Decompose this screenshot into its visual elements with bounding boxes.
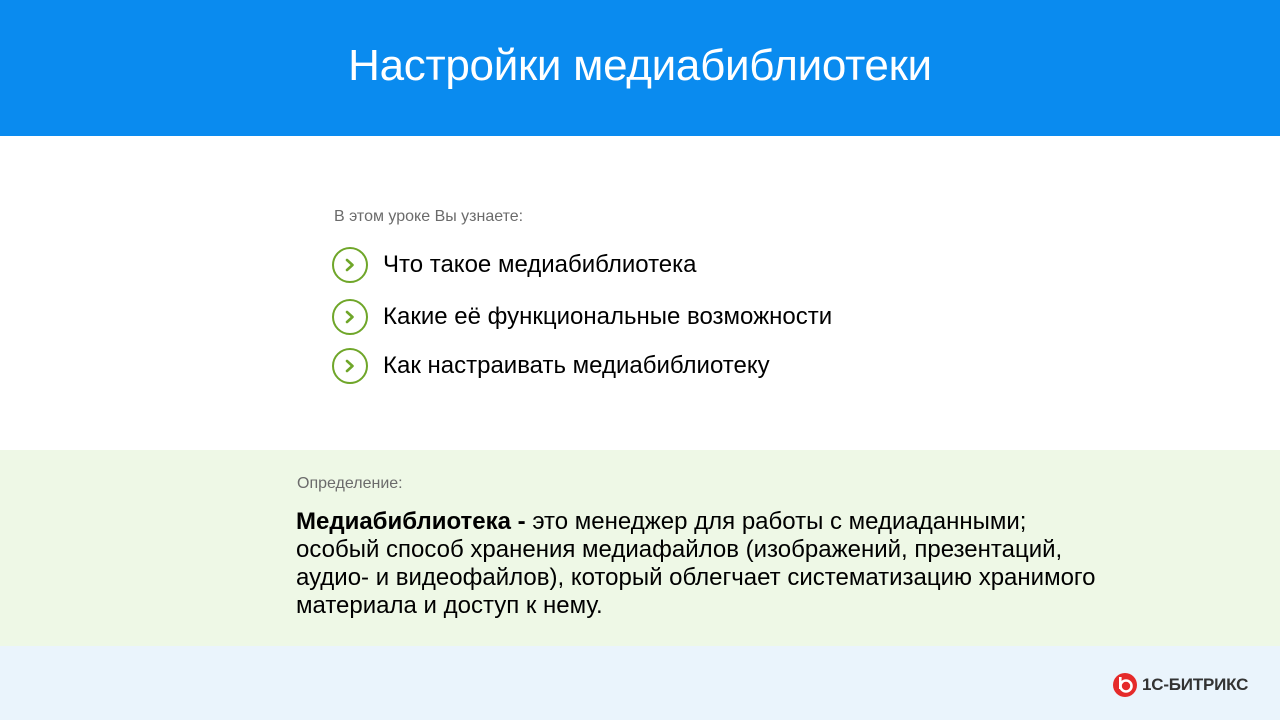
slide-footer [0,646,1280,720]
brand-name: 1С-БИТРИКС [1142,675,1249,694]
chevron-right-icon [332,348,368,384]
chevron-right-icon [332,247,368,283]
definition-panel [0,450,1280,646]
goal-text: Что такое медиабиблиотека [383,251,697,278]
definition-term: Медиабиблиотека - [296,508,526,535]
bitrix-logo-icon [1112,672,1138,703]
definition-text [296,508,1116,620]
definition-label: Определение: [297,475,403,492]
goal-text: Как настраивать медиабиблиотеку [383,352,770,379]
chevron-right-icon [332,299,368,335]
definition-body: это менеджер для работы с медиаданными; особый способ хранения медиафайлов (изображений, презентаций, аудио- и видеофайлов), который облегчает систематизацию хранимого материала и доступ к нему. [296,508,1096,619]
slide-header [0,0,1280,136]
page-title: Настройки медиабиблиотеки [348,41,932,90]
goal-text: Какие её функциональные возможности [383,303,833,330]
lesson-intro-label: В этом уроке Вы узнаете: [334,208,524,225]
